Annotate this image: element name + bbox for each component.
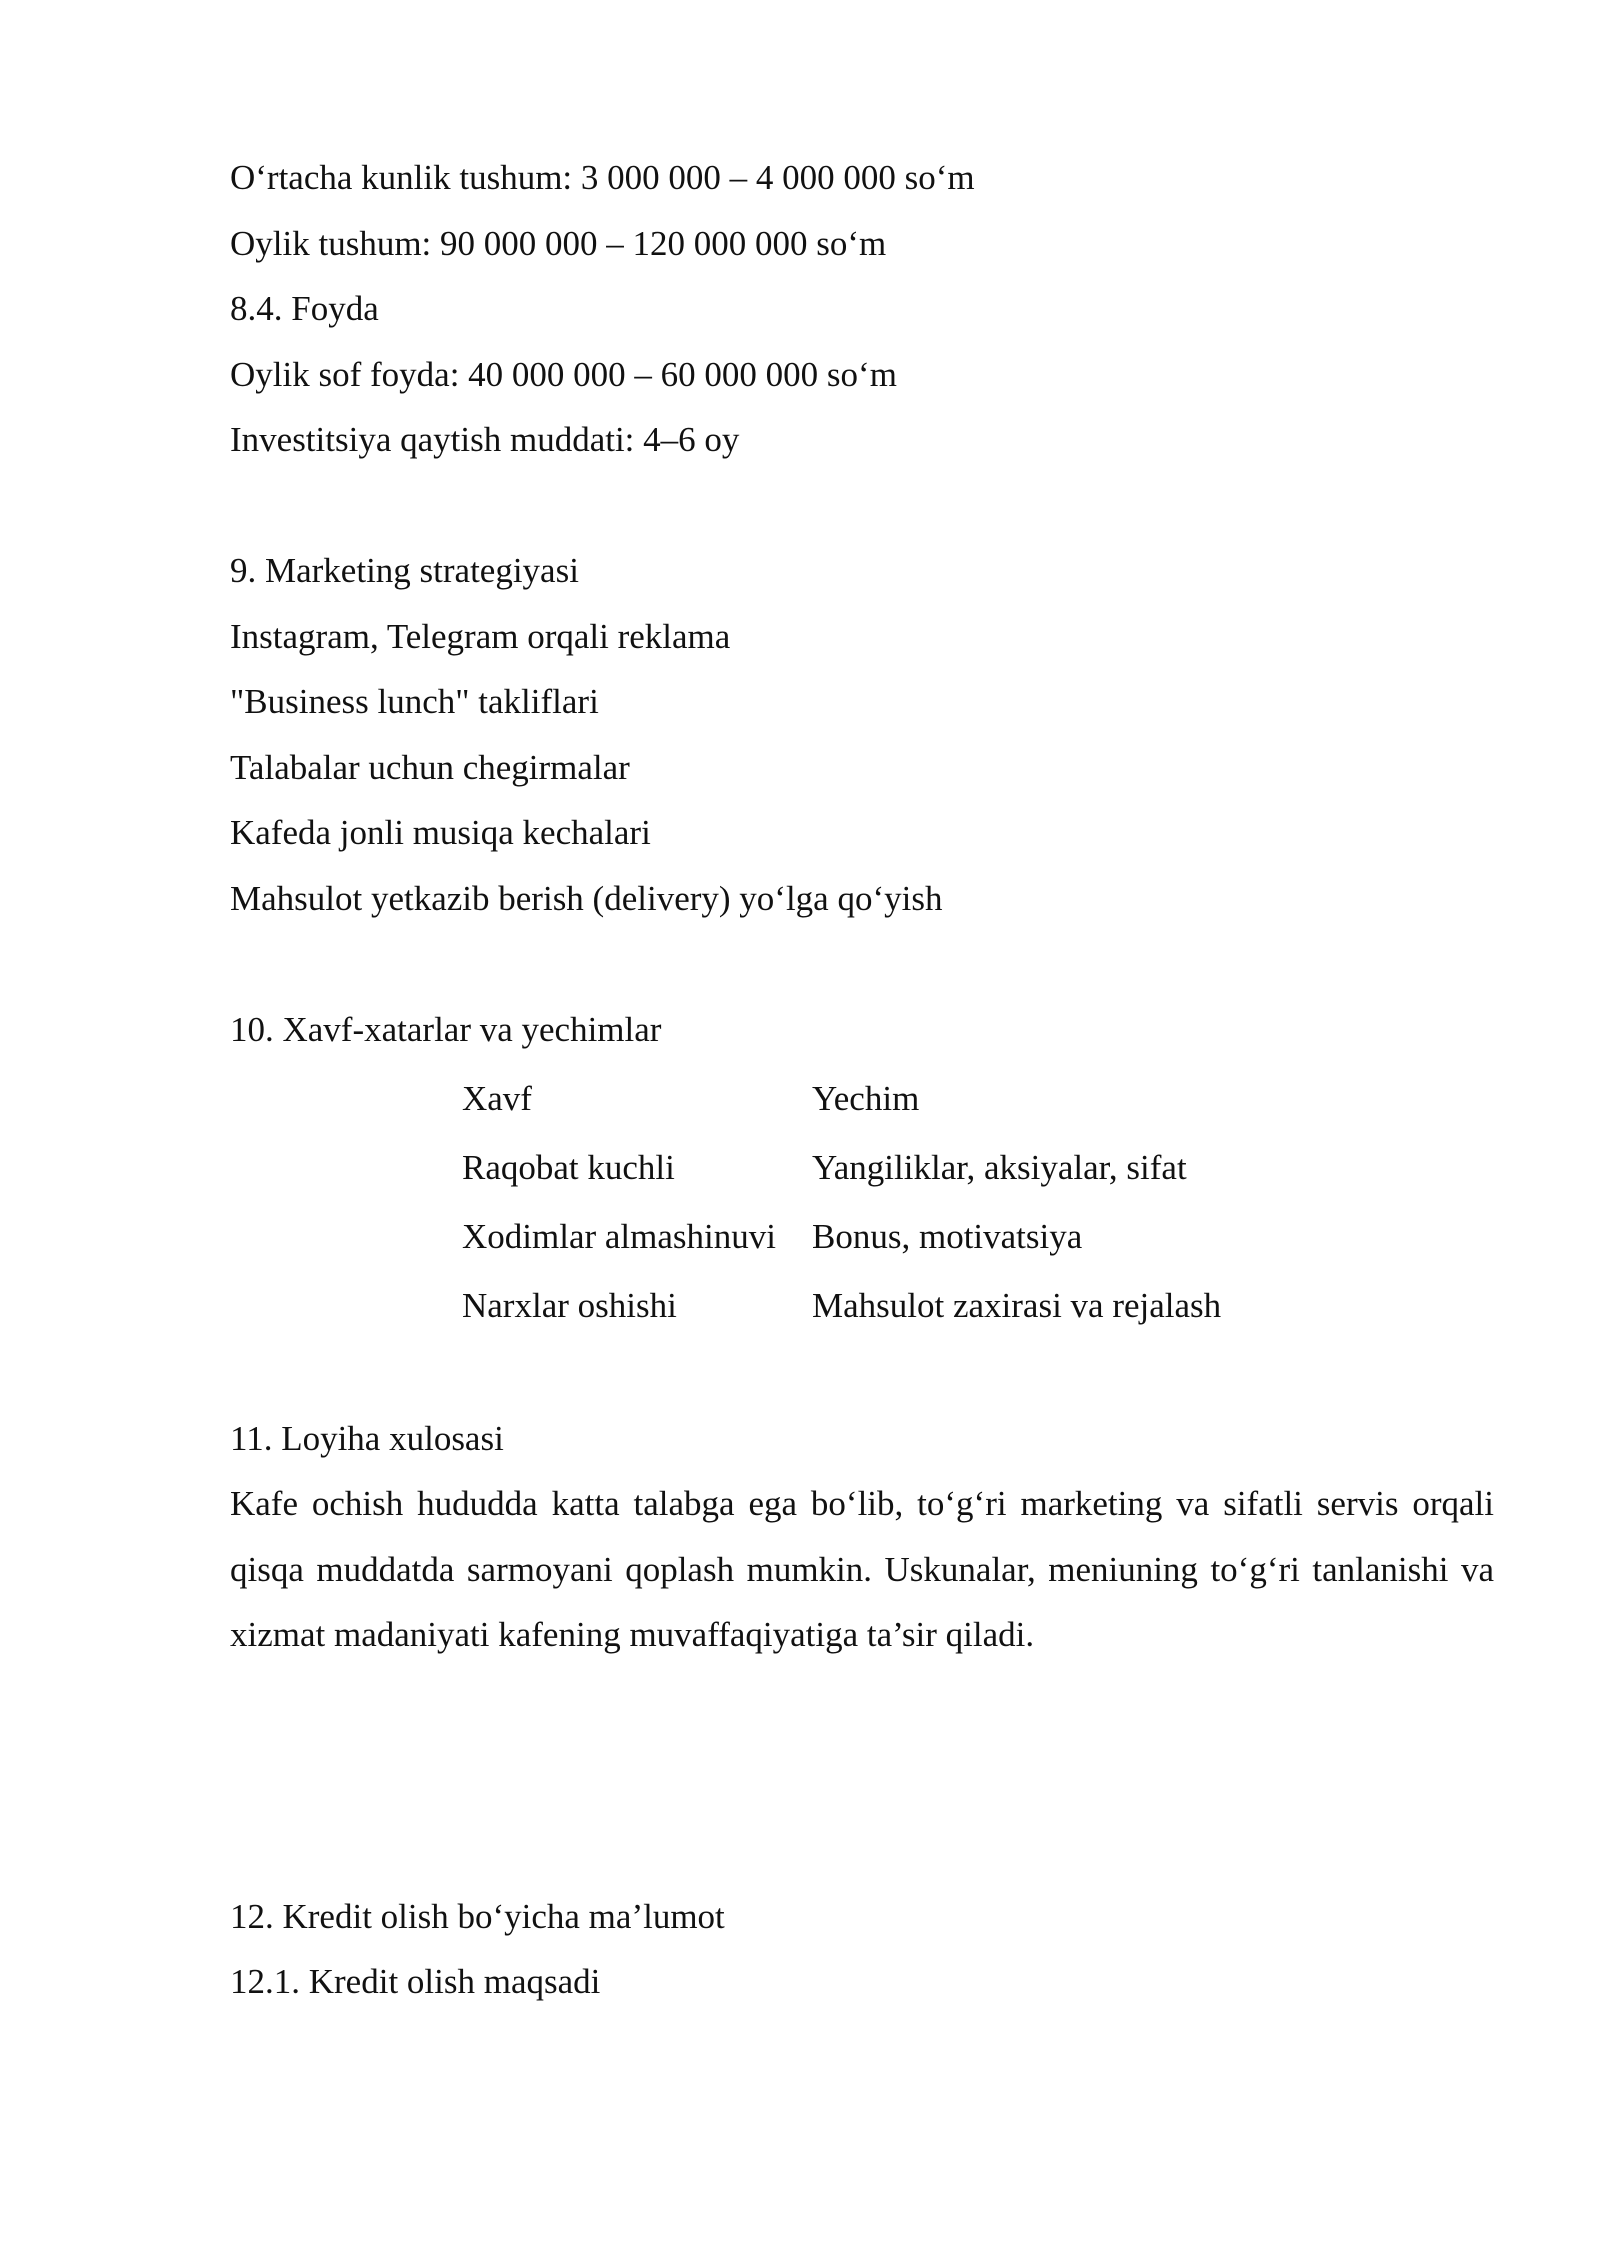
table-row [462,1271,1494,1340]
conclusion-paragraph: Kafe ochish hududda katta talabga ega bo‘lib, to‘g‘ri marketing va sifatli servis orqali qisqa muddatda sarmoyani qoplash mumkin. Uskunalar, meniuning to‘g‘ri tanlanishi va xizmat madaniyati kafening muvaffaqiyatiga ta’sir qiladi. [230,1484,1494,1654]
marketing-item: Talabalar uchun chegirmalar [230,747,630,787]
risk-cell: Xodimlar almashinuvi [462,1217,776,1256]
table-header-row [462,1064,1494,1133]
risks-table [462,1064,1494,1340]
risk-cell: Narxlar oshishi [462,1286,677,1325]
spacer [230,1340,1494,1406]
solution-cell: Mahsulot zaxirasi va rejalash [812,1286,1222,1325]
credit-heading: 12. Kredit olish bo‘yicha ma’lumot [230,1896,725,1936]
solution-cell: Yangiliklar, aksiyalar, sifat [812,1148,1187,1187]
payback-line: Investitsiya qaytish muddati: 4–6 oy [230,420,740,459]
marketing-item: Instagram, Telegram orqali reklama [230,616,731,656]
solution-cell: Bonus, motivatsiya [812,1217,1083,1256]
spacer [230,1668,1494,1884]
spacer [230,931,1494,997]
marketing-item: Kafeda jonli musiqa kechalari [230,813,651,852]
daily-income-line: O‘rtacha kunlik tushum: 3 000 000 – 4 000 000 so‘m [230,158,975,197]
spacer [230,473,1494,539]
table-row [462,1133,1494,1202]
table-row [462,1202,1494,1271]
marketing-item: Mahsulot yetkazib berish (delivery) yo‘lga qo‘yish [230,878,943,918]
marketing-heading: 9. Marketing strategiyasi [230,551,579,590]
marketing-item: "Business lunch" takliflari [230,682,599,721]
conclusion-heading: 11. Loyiha xulosasi [230,1418,504,1458]
credit-subheading: 12.1. Kredit olish maqsadi [230,1962,601,2001]
net-profit-line: Oylik sof foyda: 40 000 000 – 60 000 000 so‘m [230,354,897,394]
risk-cell: Raqobat kuchli [462,1148,675,1187]
column-header-risk: Xavf [462,1079,532,1118]
document-page [230,145,1494,2015]
profit-heading: 8.4. Foyda [230,289,379,328]
column-header-solution: Yechim [812,1079,920,1118]
risks-heading: 10. Xavf-xatarlar va yechimlar [230,1009,662,1049]
monthly-income-line: Oylik tushum: 90 000 000 – 120 000 000 so‘m [230,223,887,263]
